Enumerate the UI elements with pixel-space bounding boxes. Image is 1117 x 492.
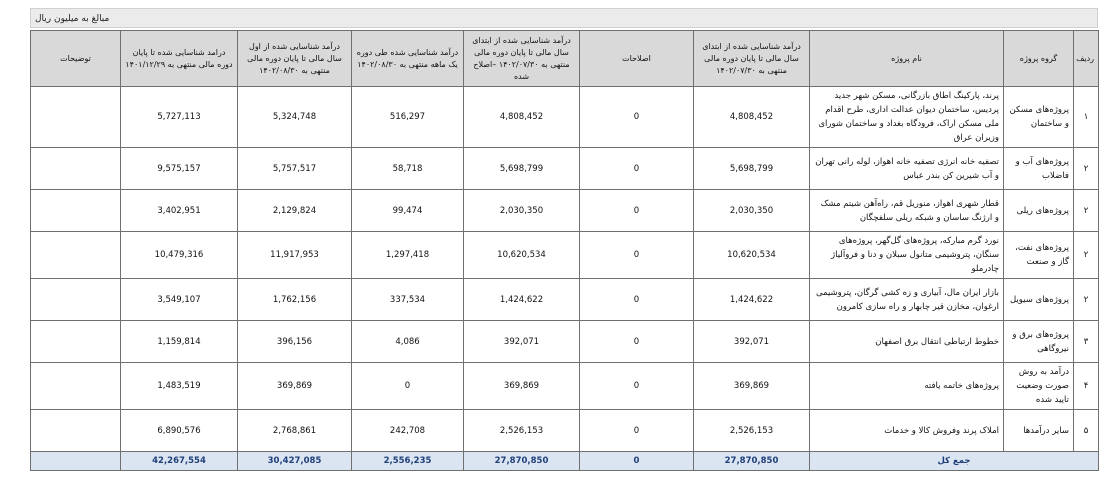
cell-rev-month: 516,297 [352,87,464,148]
cell-rev-prev-year: 10,479,316 [121,232,238,279]
cell-rev-start-corrected: 369,869 [464,363,580,410]
cell-group: سایر درآمدها [1004,410,1074,452]
cell-corrections: 0 [580,321,694,363]
header-project: نام پروژه [810,31,1004,87]
table-row [31,148,1099,190]
cell-notes [31,363,121,410]
cell-project: پروژه‌های خاتمه یافته [810,363,1004,410]
cell-corrections: 0 [580,148,694,190]
total-corrections: 0 [580,452,694,471]
cell-notes [31,232,121,279]
table-row [31,410,1099,452]
table-row [31,190,1099,232]
cell-notes [31,279,121,321]
cell-group: درآمد به روش صورت وضعیت تایید شده [1004,363,1074,410]
cell-rev-ytd: 11,917,953 [238,232,352,279]
cell-rev-ytd: 2,129,824 [238,190,352,232]
header-group: گروه پروژه [1004,31,1074,87]
cell-rev-prev-year: 3,402,951 [121,190,238,232]
total-rev-prev-year: 42,267,554 [121,452,238,471]
cell-rev-month: 337,534 [352,279,464,321]
cell-rev-prev-year: 3,549,107 [121,279,238,321]
cell-rev-start: 10,620,534 [694,232,810,279]
cell-rev-start: 392,071 [694,321,810,363]
cell-rev-start-corrected: 10,620,534 [464,232,580,279]
cell-project: املاک پرند وفروش کالا و خدمات [810,410,1004,452]
total-rev-month: 2,556,235 [352,452,464,471]
cell-rev-start: 5,698,799 [694,148,810,190]
cell-notes [31,148,121,190]
cell-rev-ytd: 5,324,748 [238,87,352,148]
cell-group: پروژه‌های برق و نیروگاهی [1004,321,1074,363]
cell-rev-start-corrected: 2,030,350 [464,190,580,232]
cell-group: پروژه‌های نفت، گاز و صنعت [1004,232,1074,279]
cell-rev-start: 2,030,350 [694,190,810,232]
cell-rev-ytd: 2,768,861 [238,410,352,452]
cell-corrections: 0 [580,190,694,232]
cell-project: نورد گرم مبارکه، پروژه‌های گل‌گهر، پروژه‌های سنگان، پتروشیمی متانول سبلان و دنا و فروآلیاژ چادرملو [810,232,1004,279]
cell-notes [31,321,121,363]
cell-corrections: 0 [580,363,694,410]
table-row [31,279,1099,321]
cell-row-num: ۵ [1074,410,1099,452]
cell-rev-start-corrected: 392,071 [464,321,580,363]
cell-project: خطوط ارتباطی انتقال برق اصفهان [810,321,1004,363]
table-row [31,232,1099,279]
header-rev-prev-year: درامد شناسایی شده تا پایان دوره مالی منتهی به ۱۴۰۱/۱۲/۲۹ [121,31,238,87]
cell-rev-prev-year: 6,890,576 [121,410,238,452]
unit-note: مبالغ به میلیون ریال [30,8,1098,28]
cell-rev-month: 0 [352,363,464,410]
total-notes [31,452,121,471]
cell-rev-start: 2,526,153 [694,410,810,452]
cell-rev-ytd: 369,869 [238,363,352,410]
cell-rev-prev-year: 5,727,113 [121,87,238,148]
cell-corrections: 0 [580,279,694,321]
table-body [31,87,1099,452]
cell-rev-month: 99,474 [352,190,464,232]
header-corrections: اصلاحات [580,31,694,87]
table-row [31,363,1099,410]
cell-rev-start-corrected: 5,698,799 [464,148,580,190]
cell-rev-start: 1,424,622 [694,279,810,321]
cell-rev-month: 1,297,418 [352,232,464,279]
cell-rev-start: 4,808,452 [694,87,810,148]
cell-project: قطار شهری اهواز، منوریل قم، راه‌آهن شیتم مشک و ارژنگ ساسان و شبکه ریلی سلفچگان [810,190,1004,232]
cell-group: پروژه‌های مسکن و ساختمان [1004,87,1074,148]
total-label: جمع کل [810,452,1099,471]
cell-row-num: ۱ [1074,87,1099,148]
cell-group: پروژه‌های آب و فاضلاب [1004,148,1074,190]
header-rev-ytd: درآمد شناسایی شده از اول سال مالی تا پایان دوره مالی منتهی به ۱۴۰۲/۰۸/۳۰ [238,31,352,87]
cell-rev-ytd: 1,762,156 [238,279,352,321]
cell-corrections: 0 [580,87,694,148]
report-container [30,8,1098,471]
cell-rev-ytd: 5,757,517 [238,148,352,190]
cell-group: پروژه‌های ریلی [1004,190,1074,232]
cell-project: پرند، پارکینگ اطاق بازرگانی، مسکن شهر جدید پردیس، ساختمان دیوان عدالت اداری، طرح اقدام ملی مسکن اراک، فرودگاه بغداد و ساختمان شورای وزیران عراق [810,87,1004,148]
total-rev-start-corrected: 27,870,850 [464,452,580,471]
table-row [31,321,1099,363]
header-notes: توضیحات [31,31,121,87]
cell-corrections: 0 [580,410,694,452]
total-rev-ytd: 30,427,085 [238,452,352,471]
cell-rev-start-corrected: 1,424,622 [464,279,580,321]
header-row-num: ردیف [1074,31,1099,87]
header-rev-start: درآمد شناسایی شده از ابتدای سال مالی تا پایان دوره مالی منتهی به ۱۴۰۲/۰۷/۳۰ [694,31,810,87]
cell-row-num: ۲ [1074,279,1099,321]
cell-rev-month: 58,718 [352,148,464,190]
cell-row-num: ۲ [1074,148,1099,190]
cell-rev-month: 4,086 [352,321,464,363]
cell-notes [31,87,121,148]
cell-row-num: ۴ [1074,363,1099,410]
cell-row-num: ۲ [1074,190,1099,232]
cell-rev-start-corrected: 4,808,452 [464,87,580,148]
cell-group: پروژه‌های سیویل [1004,279,1074,321]
cell-project: تصفیه خانه انرژی تصفیه خانه اهواز، لوله رانی تهران و آب شیرین کن بندر عباس [810,148,1004,190]
table-row [31,87,1099,148]
cell-rev-prev-year: 9,575,157 [121,148,238,190]
total-row [31,452,1099,471]
header-rev-month: درآمد شناسایی شده طی دوره یک ماهه منتهی به ۱۴۰۲/۰۸/۳۰ [352,31,464,87]
total-rev-start: 27,870,850 [694,452,810,471]
header-row [31,31,1099,87]
cell-notes [31,410,121,452]
cell-rev-prev-year: 1,483,519 [121,363,238,410]
cell-rev-ytd: 396,156 [238,321,352,363]
cell-row-num: ۲ [1074,232,1099,279]
cell-corrections: 0 [580,232,694,279]
cell-rev-start: 369,869 [694,363,810,410]
cell-row-num: ۳ [1074,321,1099,363]
cell-rev-prev-year: 1,159,814 [121,321,238,363]
cell-rev-month: 242,708 [352,410,464,452]
revenue-table [30,30,1099,471]
cell-rev-start-corrected: 2,526,153 [464,410,580,452]
cell-project: بازار ایران مال، آبیاری و زه کشی گرگان، پتروشیمی ارغوان، مخازن قیر چابهار و راه سازی کامرون [810,279,1004,321]
cell-notes [31,190,121,232]
header-rev-start-corrected: درآمد شناسایی شده از ابتدای سال مالی تا پایان دوره مالی منتهی به ۱۴۰۲/۰۷/۳۰ –اصلاح شده [464,31,580,87]
